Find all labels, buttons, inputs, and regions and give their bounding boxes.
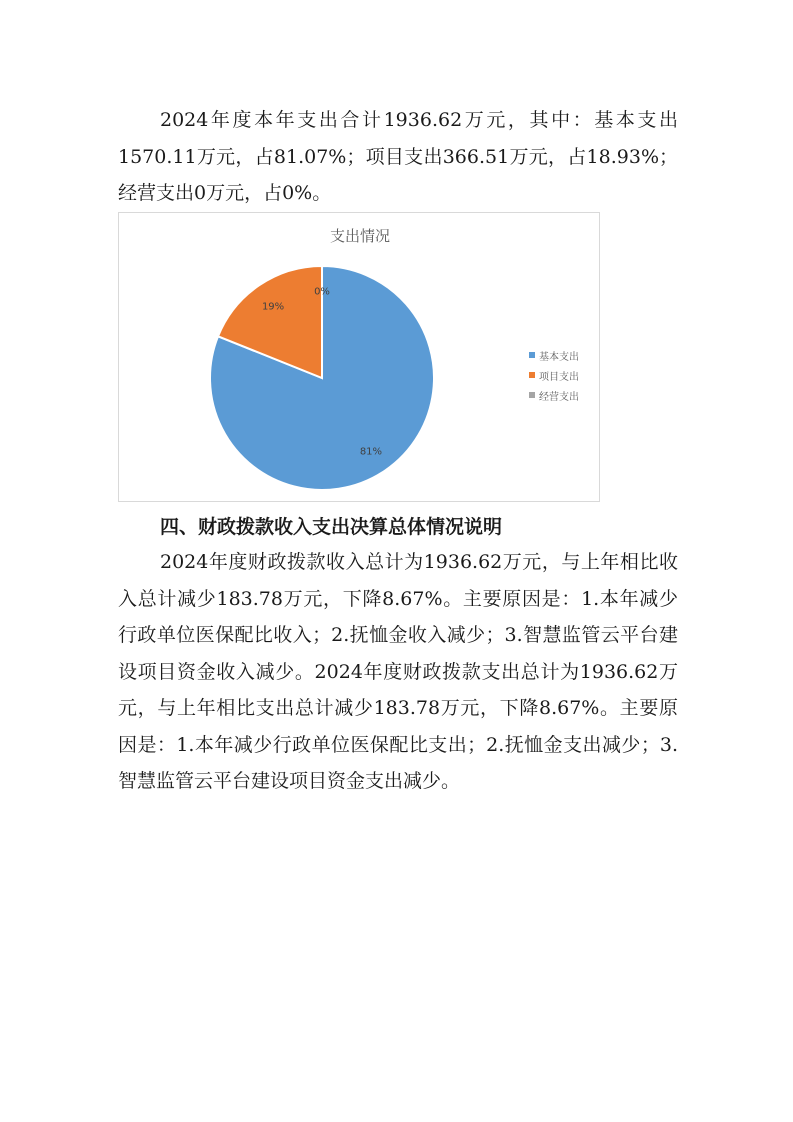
- fiscal-appropriation-paragraph: [118, 544, 678, 800]
- pie-data-label-3: 0%: [314, 286, 330, 298]
- pie-data-label-2: 19%: [261, 301, 285, 313]
- legend-label-3: 经营支出: [539, 391, 579, 403]
- legend-item-3: [529, 385, 579, 405]
- pie-data-label-1: 81%: [359, 446, 383, 458]
- chart-title: 支出情况: [329, 227, 390, 245]
- fiscal-appropriation-text: 2024年度财政拨款收入总计为1936.62万元，与上年相比收入总计减少183.78万元，下降8.67%。主要原因是：1.本年减少行政单位医保配比收入；2.抚恤金收入减少；3.智慧监管云平台建设项目资金收入减少。2024年度财政拨款支出总计为1936.62万元，与上年相比支出总计减少183.78万元，下降8.67%。主要原因是：1.本年减少行政单位医保配比支出；2.抚恤金支出减少；3.智慧监管云平台建设项目资金支出减少。: [118, 551, 678, 792]
- legend-label-2: 项目支出: [539, 371, 579, 383]
- legend-swatch-2: [529, 372, 535, 378]
- legend-swatch-1: [529, 352, 535, 358]
- section-heading: 四、财政拨款收入支出决算总体情况说明: [160, 516, 503, 538]
- expenditure-pie-chart: [118, 212, 600, 502]
- legend-label-1: 基本支出: [539, 351, 579, 363]
- legend-item-2: [529, 365, 579, 385]
- expenditure-summary-paragraph: [118, 102, 678, 212]
- expenditure-summary-text: 2024年度本年支出合计1936.62万元，其中：基本支出1570.11万元，占81.07%；项目支出366.51万元，占18.93%；经营支出0万元，占0%。: [118, 109, 678, 204]
- legend-swatch-3: [529, 392, 535, 398]
- legend-item-1: [529, 345, 579, 365]
- chart-legend: [529, 345, 579, 405]
